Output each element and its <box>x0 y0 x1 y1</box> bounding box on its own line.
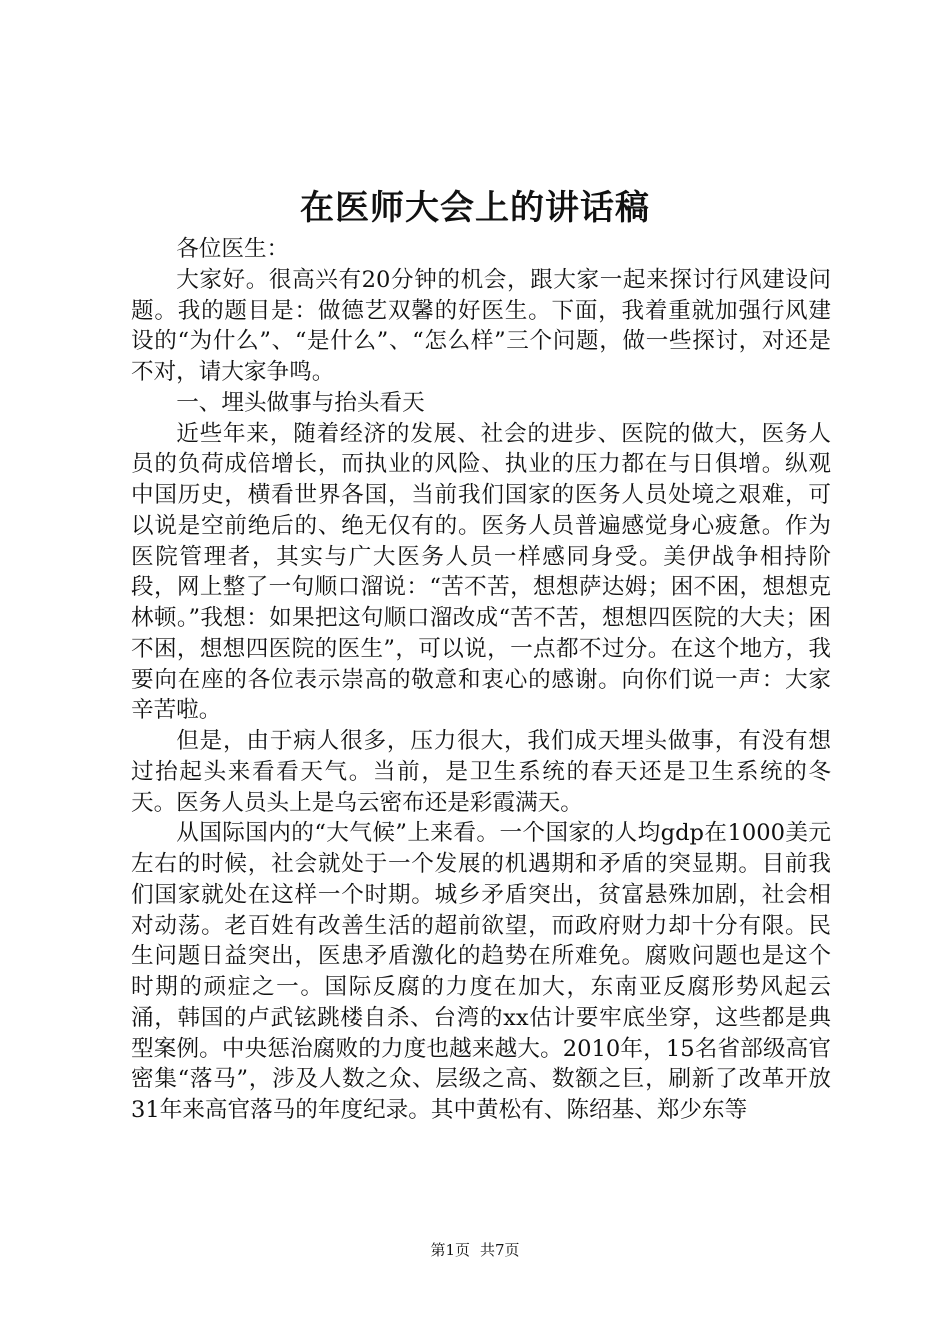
page-total: 共7页 <box>480 1241 520 1259</box>
document-title: 在医师大会上的讲话稿 <box>300 188 650 228</box>
page-number: 第1页 <box>430 1241 470 1259</box>
paragraph-look-up: 但是，由于病人很多，压力很大，我们成天埋头做事，有没有想过抬起头来看看天气。当前，是卫生系统的春天还是卫生系统的冬天。医务人员头上是乌云密布还是彩霞满天。 <box>131 728 831 816</box>
paragraph-salutation: 各位医生： <box>176 236 290 262</box>
section-heading-1: 一、埋头做事与抬头看天 <box>176 389 425 416</box>
page-footer <box>0 1240 950 1260</box>
paragraph-intro: 大家好。很高兴有20分钟的机会，跟大家一起来探讨行风建设问题。我的题目是：做德艺双馨的好医生。下面，我着重就加强行风建设的“为什么”、“是什么”、“怎么样”三个问题，做一些探讨，对还是不对，请大家争鸣。 <box>131 266 831 385</box>
paragraph-workload: 近些年来，随着经济的发展、社会的进步、医院的做大，医务人员的负荷成倍增长，而执业的风险、执业的压力都在与日俱增。纵观中国历史，横看世界各国，当前我们国家的医务人员处境之艰难，可以说是空前绝后的、绝无仅有的。医务人员普遍感觉身心疲惫。作为医院管理者，其实与广大医务人员一样感同身受。美伊战争相持阶段，网上整了一句顺口溜说：“苦不苦，想想萨达姆；困不困，想想克林顿。”我想：如果把这句顺口溜改成“苦不苦，想想四医院的大夫；困不困，想想四医院的医生”，可以说，一点都不过分。在这个地方，我要向在座的各位表示崇高的敬意和衷心的感谢。向你们说一声：大家辛苦啦。 <box>131 420 831 724</box>
paragraph-climate: 从国际国内的“大气候”上来看。一个国家的人均gdp在1000美元左右的时候，社会就处于一个发展的机遇期和矛盾的突显期。目前我们国家就处在这样一个时期。城乡矛盾突出，贫富悬殊加剧，社会相对动荡。老百姓有改善生活的超前欲望，而政府财力却十分有限。民生问题日益突出，医患矛盾激化的趋势在所难免。腐败问题也是这个时期的顽症之一。国际反腐的力度在加大，东南亚反腐形势风起云涌，韩国的卢武铉跳楼自杀、台湾的xx估计要牢底坐穿，这些都是典型案例。中央惩治腐败的力度也越来越大。2010年，15名省部级高官密集“落马”，涉及人数之众、层级之高、数额之巨，刷新了改革开放31年来高官落马的年度纪录。其中黄松有、陈绍基、郑少东等 <box>131 820 831 1123</box>
document-body <box>131 234 831 1126</box>
